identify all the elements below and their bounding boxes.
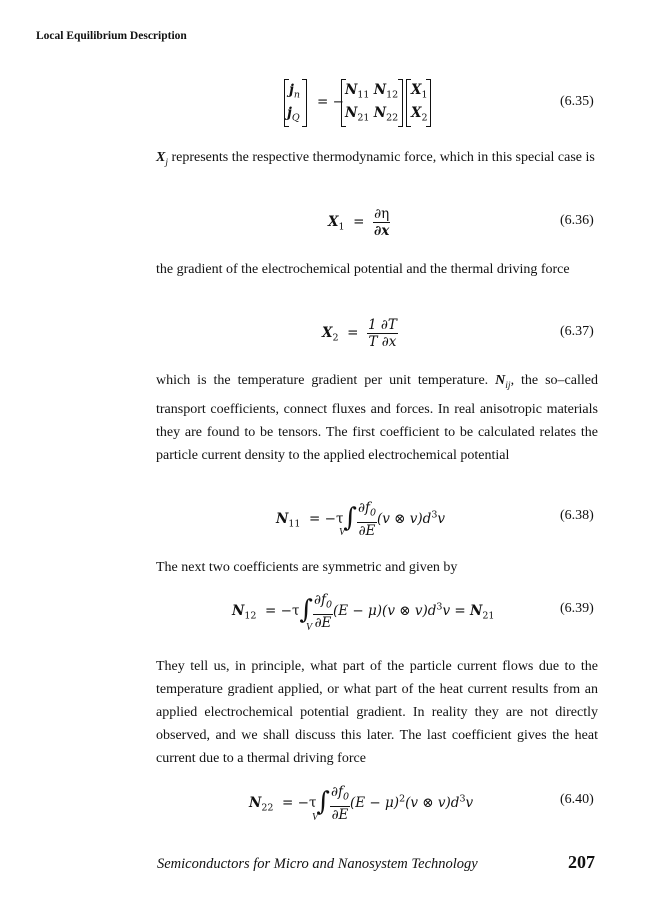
paragraph: $X_j$ represents the respective thermodynamic force, which in this special case is — [156, 150, 595, 168]
paragraph: They tell us, in principle, what part of the particle current flows due to the temperature gradient applied, or what part of the heat current results from an applied electrochemical potential gradient. In reality they are not directly observed, and we shall discuss this later. The last coefficient gives the heat current due to a thermal driving force — [156, 659, 598, 766]
equation-number: (6.40) — [560, 792, 594, 807]
page-number: 207 — [568, 852, 595, 872]
paragraph: The next two coefficients are symmetric and given by — [156, 560, 458, 575]
equation-number: (6.36) — [560, 213, 594, 228]
paragraph: the gradient of the electrochemical potential and the thermal driving force — [156, 262, 570, 277]
footer-book-title: Semiconductors for Micro and Nanosystem Technology — [157, 856, 478, 872]
paragraph: which is the temperature gradient per unit temperature. $N_{ij}$, the so–called transport coefficients, connect fluxes and forces. In real anisotropic materials they are found to be tensors. The first coefficient to be calculated relates the particle current density to the applied electrochemical potential — [156, 373, 598, 463]
equation-number: (6.37) — [560, 324, 594, 339]
equation-number: (6.38) — [560, 508, 594, 523]
running-header: Local Equilibrium Description — [36, 30, 187, 42]
equation-number: (6.35) — [560, 94, 594, 109]
equation-number: (6.39) — [560, 601, 594, 616]
